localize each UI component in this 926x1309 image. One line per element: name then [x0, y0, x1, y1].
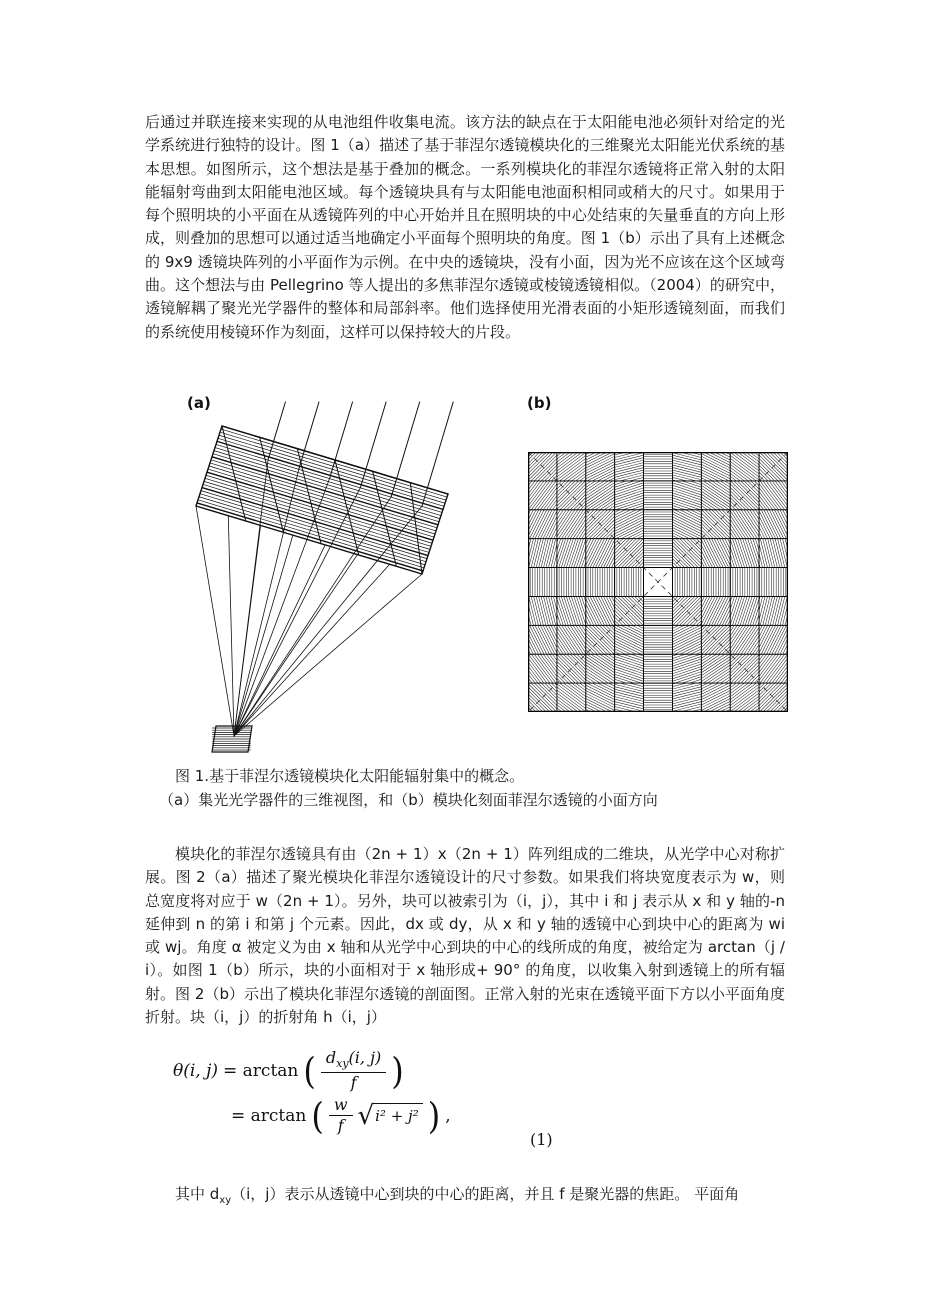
equation-operator: = arctan	[231, 1105, 307, 1126]
paragraph3-text-2: （i，j）表示从透镜中心到块的中心的距离，并且 f 是聚光器的焦距。 平面角	[231, 1185, 740, 1203]
left-paren: (	[311, 1093, 324, 1138]
fraction-denominator: f	[350, 1072, 357, 1092]
radicand: i² + j²	[374, 1103, 423, 1125]
equation-operator: = arctan	[223, 1060, 299, 1081]
figure-1b-facet-grid	[528, 452, 788, 712]
args-ij: (i, j)	[348, 1047, 382, 1067]
square-root	[357, 1100, 423, 1131]
radical-sign: √	[357, 1100, 375, 1131]
fraction-dxy-over-f	[321, 1049, 386, 1092]
fraction-numerator	[321, 1049, 386, 1073]
subscript-xy: xy	[336, 1057, 349, 1071]
equation-number: (1)	[530, 1130, 553, 1149]
paragraph3-subscript: xy	[219, 1195, 232, 1206]
paragraph-lens-design: 模块化的菲涅尔透镜具有由（2n + 1）x（2n + 1）阵列组成的二维块，从光学中心对称扩展。图 2（a）描述了聚光模块化菲涅尔透镜设计的尺寸参数。如果我们将块宽度表示为 w，则总宽度将对应于 w（2n + 1）。另外，块可以被索引为（i，j），其中 i 和 j 表示从 x 和 y 轴的-n 延伸到 n 的第 i 和第 j 个元素。因此，dx 或 dy，从 x 和 y 轴的透镜中心到块中心的距离为 wi 或 wj。角度 α 被定义为由 x 轴和从光学中心到块的中心的线所成的角度，被给定为 arctan（j / i）。如图 1（b）所示，块的小面相对于 x 轴形成+ 90° 的角度，以收集入射到透镜上的所有辐射。图 2（b）示出了模块化菲涅尔透镜的剖面图。正常入射的光束在透镜平面下方以小平面角度折射。块（i，j）的折射角 h（i，j）	[145, 845, 785, 1027]
figure-caption-line1: 图 1.基于菲涅尔透镜模块化太阳能辐射集中的概念。	[175, 767, 525, 785]
fraction-numerator: w	[329, 1096, 353, 1116]
paragraph-after-equation	[145, 1183, 785, 1212]
equation-line-2	[231, 1093, 773, 1138]
figure-1a-label: (a)	[187, 394, 211, 412]
figure-caption-line2: （a）集光光学器件的三维视图，和（b）模块化刻面菲涅尔透镜的小面方向	[159, 791, 658, 809]
equation-1	[173, 1047, 773, 1149]
fraction-w-over-f	[329, 1096, 353, 1136]
equation-line-1	[173, 1048, 773, 1093]
right-paren: )	[427, 1093, 441, 1138]
left-paren: (	[303, 1048, 316, 1093]
equation-lhs: θ(i, j)	[173, 1060, 219, 1081]
fraction-denominator: f	[337, 1116, 344, 1135]
paragraph3-text-1: 其中 d	[175, 1185, 220, 1203]
figure-1a-3d-view	[150, 398, 460, 766]
variable-d: d	[325, 1047, 337, 1067]
figure-1b-label: (b)	[527, 394, 552, 412]
right-paren: )	[391, 1048, 404, 1093]
paragraph-intro: 后通过并联连接来实现的从电池组件收集电流。该方法的缺点在于太阳能电池必须针对给定的光学系统进行独特的设计。图 1（a）描述了基于菲涅尔透镜模块化的三维聚光太阳能光伏系统的基本思想。如图所示，这个想法是基于叠加的概念。一系列模块化的菲涅尔透镜将正常入射的太阳能辐射弯曲到太阳能电池区域。每个透镜块具有与太阳能电池面积相同或稍大的尺寸。如果用于每个照明块的小平面在从透镜阵列的中心开始并且在照明块的中心处结束的矢量垂直的方向上形成，则叠加的思想可以通过适当地确定小平面每个照明块的角度。图 1（b）示出了具有上述概念的 9x9 透镜块阵列的小平面作为示例。在中央的透镜块，没有小面，因为光不应该在这个区域弯曲。这个想法与由 Pellegrino 等人提出的多焦菲涅尔透镜或棱镜透镜相似。（2004）的研究中，透镜解耦了聚光光学器件的整体和局部斜率。他们选择使用光滑表面的小矩形透镜刻面，而我们的系统使用棱镜环作为刻面，这样可以保持较大的片段。	[145, 113, 785, 341]
equation-comma: ,	[445, 1105, 451, 1126]
